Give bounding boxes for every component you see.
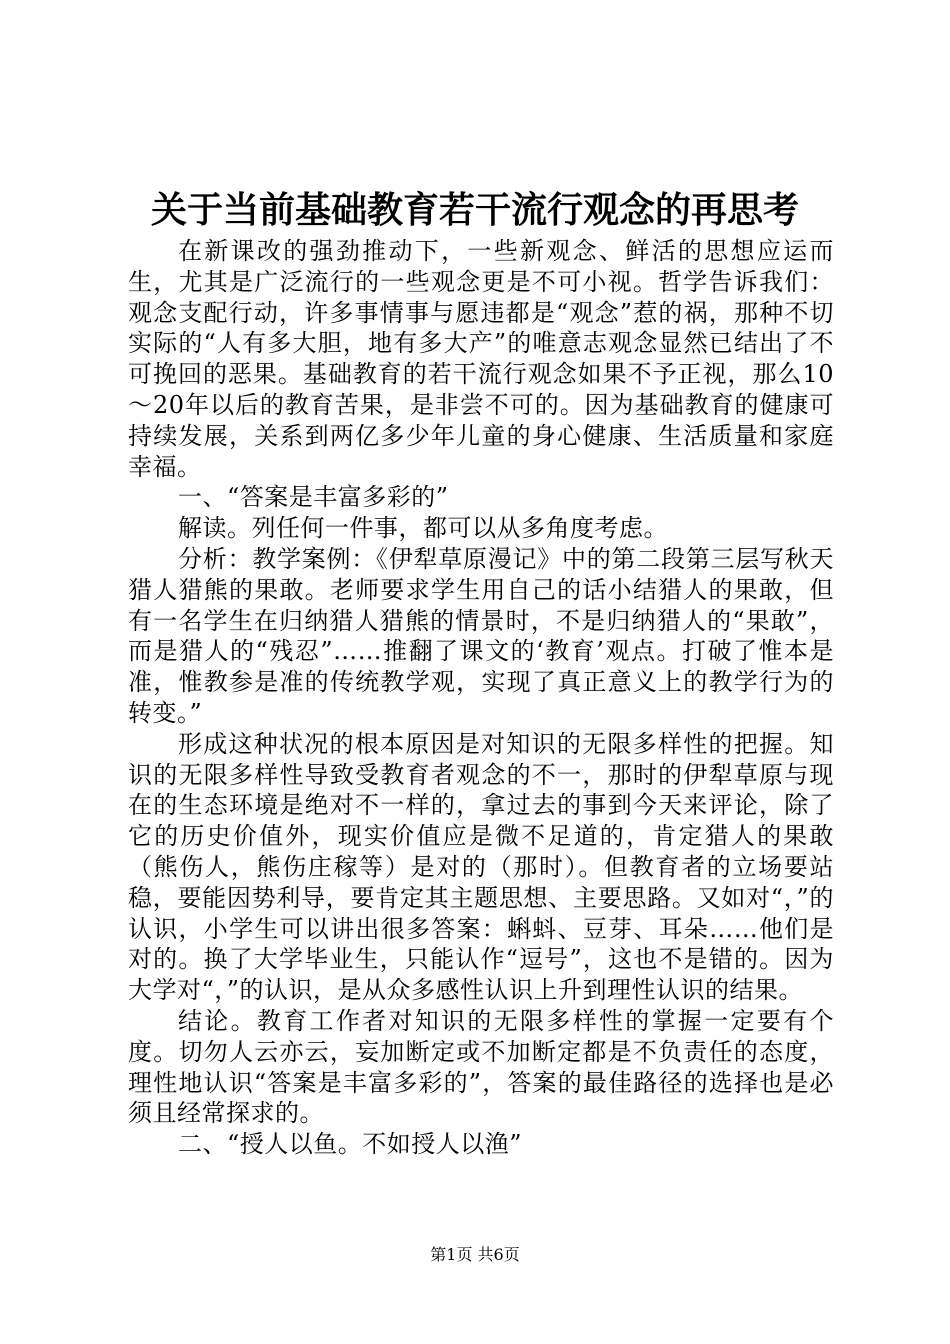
- section-heading-2: 二、“授人以鱼。不如授人以渔”: [178, 1130, 523, 1159]
- paragraph-conclusion: 结论。教育工作者对知识的无限多样性的掌握一定要有个度。切勿人云亦云，妄加断定或不加断定都是不负责任的态度，理性地认识“答案是丰富多彩的”，答案的最佳路径的选择也是必须且经常探求的。: [128, 1006, 834, 1128]
- section-heading-1: 一、“答案是丰富多彩的”: [178, 483, 449, 512]
- document-title: 关于当前基础教育若干流行观念的再思考: [150, 189, 799, 231]
- paragraph-interpretation: 解读。列任何一件事，都可以从多角度考虑。: [178, 514, 668, 543]
- document-body: [128, 236, 834, 1160]
- page-number: 第1页 共6页: [430, 1245, 520, 1264]
- paragraph-analysis: 分析：教学案例：《伊犁草原漫记》中的第二段第三层写秋天猎人猎熊的果敢。老师要求学生用自己的话小结猎人的果敢，但有一名学生在归纳猎人猎熊的情景时，不是归纳猎人的“果敢”，而是猎人的“残忍”……推翻了课文的‘教育’观点。打破了惟本是准，惟教参是准的传统教学观，实现了真正意义上的教学行为的转变。”: [128, 544, 834, 727]
- paragraph-intro: 在新课改的强劲推动下，一些新观念、鲜活的思想应运而生，尤其是广泛流行的一些观念更是不可小视。哲学告诉我们：观念支配行动，许多事情事与愿违都是“观念”惹的祸，那种不切实际的“人有多大胆，地有多大产”的唯意志观念显然已结出了不可挽回的恶果。基础教育的若干流行观念如果不予正视，那么10～20年以后的教育苦果，是非尝不可的。因为基础教育的健康可持续发展，关系到两亿多少年儿童的身心健康、生活质量和家庭幸福。: [128, 237, 834, 481]
- paragraph-cause: 形成这种状况的根本原因是对知识的无限多样性的把握。知识的无限多样性导致受教育者观念的不一，那时的伊犁草原与现在的生态环境是绝对不一样的，拿过去的事到今天来评论，除了它的历史价值外，现实价值应是微不足道的，肯定猎人的果敢（熊伤人，熊伤庄稼等）是对的（那时）。但教育者的立场要站稳，要能因势利导，要肯定其主题思想、主要思路。又如对“，”的认识，小学生可以讲出很多答案：蝌蚪、豆芽、耳朵……他们是对的。换了大学毕业生，只能认作“逗号”，这也不是错的。因为大学对“，”的认识，是从众多感性认识上升到理性认识的结果。: [128, 729, 834, 1005]
